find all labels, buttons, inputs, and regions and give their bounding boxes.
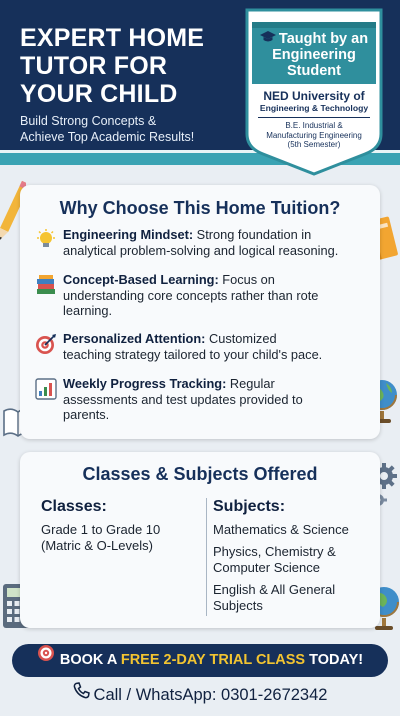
subheadline: [20, 113, 194, 145]
subject-2-line-2: Computer Science: [213, 560, 320, 575]
classes-list: [41, 522, 160, 554]
university-name: NED University of: [263, 89, 365, 103]
feature-1-text-b: analytical problem-solving and logical reasoning.: [63, 242, 339, 258]
subjects-heading: Subjects:: [213, 498, 286, 515]
classes-line-2: (Matric & O-Levels): [41, 538, 153, 553]
cta-target-icon: [37, 642, 55, 675]
column-divider: [206, 498, 207, 616]
headline-line-3: YOUR CHILD: [20, 80, 178, 108]
cta-highlight: FREE 2-DAY TRIAL CLASS: [120, 652, 306, 668]
subject-3-line-2: Subjects: [213, 598, 263, 613]
badge-taught-line-3: Student: [287, 63, 341, 79]
feature-2-title: Concept-Based Learning:: [63, 272, 219, 287]
subheadline-line-2: Achieve Top Academic Results!: [20, 130, 195, 144]
degree-line-3: (5th Semester): [287, 140, 341, 149]
degree-line-1: B.E. Industrial &: [285, 121, 343, 130]
classes-subjects-card: [20, 452, 380, 628]
feature-2-text-b: understanding core concepts rather than rote: [63, 287, 319, 303]
feature-1-title: Engineering Mindset:: [63, 227, 194, 242]
phone-icon: [73, 682, 90, 706]
subject-3-line-1: English & All General: [213, 582, 336, 597]
badge-taught-by: [249, 26, 379, 84]
target-icon: [35, 333, 57, 355]
offer-title: Classes & Subjects Offered: [82, 464, 318, 484]
feature-4-text-c: parents.: [63, 407, 110, 422]
feature-4-text-b: assessments and test updates provided to: [63, 391, 303, 407]
subheadline-line-1: Build Strong Concepts &: [20, 114, 157, 128]
degree-line-2: Manufacturing Engineering: [266, 130, 362, 140]
credential-badge: [243, 6, 385, 178]
graduation-cap-icon: [260, 31, 276, 47]
headline-line-1: EXPERT HOME: [20, 24, 205, 52]
subject-1: Mathematics & Science: [213, 522, 349, 537]
chart-icon: [35, 378, 57, 400]
headline: [20, 24, 230, 108]
badge-separator: [258, 117, 370, 118]
lightbulb-icon: [35, 229, 57, 251]
feature-4-text-a: Regular: [226, 376, 275, 391]
classes-line-1: Grade 1 to Grade 10: [41, 522, 161, 537]
feature-1-text-a: Strong foundation in: [193, 227, 312, 242]
feature-3-title: Personalized Attention:: [63, 331, 206, 346]
subject-2-line-1: Physics, Chemistry &: [213, 544, 336, 559]
university-subname: Engineering & Technology: [259, 103, 369, 113]
subjects-list: [213, 522, 349, 614]
why-choose-title: Why Choose This Home Tuition?: [59, 198, 341, 218]
books-icon: [35, 274, 57, 296]
book-trial-button[interactable]: [12, 644, 388, 677]
why-choose-card: [20, 185, 380, 439]
classes-heading: Classes:: [41, 498, 107, 515]
feature-2-text-c: learning.: [63, 303, 113, 318]
feature-3-text-a: Customized: [205, 331, 277, 346]
contact-text: Call / WhatsApp: 0301-2672342: [93, 686, 328, 704]
badge-taught-line-1: Taught by an: [278, 31, 369, 47]
cta-suffix: TODAY!: [305, 652, 364, 668]
feature-2-text-a: Focus on: [218, 272, 275, 287]
badge-taught-line-2: Engineering: [272, 47, 356, 63]
cta-prefix: BOOK A: [59, 652, 121, 668]
feature-3-text-b: teaching strategy tailored to your child's pace.: [63, 346, 323, 362]
contact-line[interactable]: [0, 683, 400, 707]
badge-university: [253, 90, 375, 150]
feature-4-title: Weekly Progress Tracking:: [63, 376, 227, 391]
headline-line-2: TUTOR FOR: [20, 52, 168, 80]
